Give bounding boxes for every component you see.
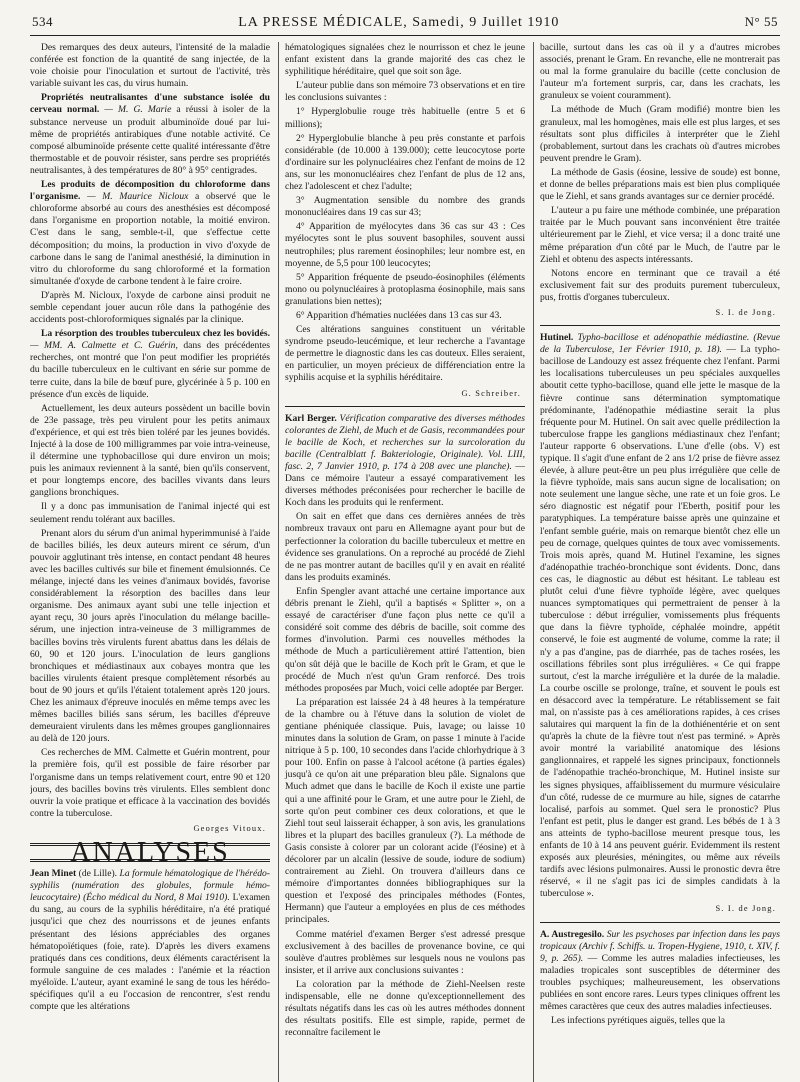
paragraph: L'auteur a pu faire une méthode combinée, une préparation traitée par le Much pouvant sans inconvénient être traitée ultérieurement par le Ziehl, et vice versa; il a donc traité une même préparation d'un côté par le Much, de l'autre par le Ziehl et obtenu des aspects intéressants. — [540, 205, 780, 265]
issue-number: N° 55 — [744, 14, 778, 29]
section-heading-analyses: ANALYSES — [30, 843, 270, 862]
column-right — [533, 42, 780, 1082]
article-marie: Propriétés neutralisantes d'une substance isolée du cerveau normal. — M. G. Marie a réussi à isoler de la substance nerveuse un produit albuminoïde doué par lui-même de propriétés antirabiques d'une notable activité. Ce composé albuminoïde présente cette qualité intéressante d'être thermostable et de pouvoir résister, sans perdre ses propriétés neutralisantes, à des températures de 80° à 95° centigrades. — [30, 92, 270, 176]
analysis-hutinel: Hutinel. Typho-bacillose et adénopathie médiastine. (Revue de la Tuberculose, 1er Février 1910, p. 18). — La typho-bacillose de Landouzy est assez fréquente chez l'enfant. Parmi les localisations tuberculeuses un peu spéciales auxquelles aboutit cette typho-bacillose, quand elle jette le masque de la fièvre continue sans détermination symptomatique prédominante, l'adénopathie médiastine serait la plus fréquente pour M. Hutinel. On sait avec quelle prédilection la tuberculose frappe les ganglions médiastinaux chez l'enfant; l'auteur rapporte 6 observations. L'une d'elle (obs. V) est typique. Il s'agit d'une enfant de 2 ans 1/2 prise de fièvre assez élevée, à allure peut-être un peu plus irrégulière que celle de la fièvre typhoïde, mais sans aucun signe de localisation; on note seulement une langue sèche, une rate et un foie gros. Le séro diagnostic est négatif pour l'Eberth, positif pour les paratyphiques. La température baisse après une quinzaine et l'enfant semble guérie, mais on remarque bientôt chez elle un peu de cornage, quelques quintes de toux avec vomissements. Trois mois après, quand M. Hutinel l'examine, les signes d'adénopathie trachéo-bronchique sont évidents. Donc, dans ces cas, le diagnostic au début est hésitant. Le tableau est plutôt celui d'une fièvre typhoïde légère, avec quelques nuances symptomatiques qui permettraient de penser à la tuberculose : début irrégulier, vomissements plus fréquents que dans la fièvre typhoïde, céphalée moindre, appétit conservé, le foie est augmenté de volume, comme la rate; il n'y a pas d'angine, pas de diarrhée, pas de taches rosées, les oscillations fébriles sont plus irrégulières. « Ce qui frappe surtout, c'est la marche irrégulière et la durée de la maladie. La courbe oscille se prolonge, traîne, et souvent le pouls est en désaccord avec la température. Le rétablissement se fait mal, on n'assiste pas à ces améliorations rapides, à ces crises salutaires qui marquent la fin de la dothiénentérie et on sent qu'après la chute de la fièvre tout n'est pas terminé. » Après avoir montré la variabilité anatomique des lésions ganglionnaires, et rappelé les signes principaux, fonctionnels de l'adénopathie trachéo-bronchique, M. Hutinel insiste sur les signes physiques, affaiblissement du murmure vésiculaire d'un côté, rudesse de ce murmure au hile, signes de catarrhe localisé, parfois au sommet. Quel sera le pronostic? Plus l'enfant est petit, plus le danger est grand. Les bébés de 1 à 3 ans atteints de typho-bacillose meurent presque tous, les enfants de 10 à 14 ans peuvent guérir. Evidemment ils restent exposés aux pleurésies, méningites, ou même aux réveils tardifs avec lésions pulmonaires. Aussi le pronostic devra être réservé, « il ne s'agit pas ici de simples candidats à la tuberculose ». — [540, 332, 780, 900]
divider — [540, 325, 780, 326]
divider — [285, 406, 525, 407]
paragraph: Enfin Spengler avant attaché une certaine importance aux débris prenant le Ziehl, qu'il a baptisés « Splitter », on a essayé de caractériser d'une façon plus nette ce qu'il a considéré soit comme des débris de bacille, soit comme des formes d'involution. Parmi ces nouvelles méthodes la méthode de Much a particulièrement attiré l'attention, bien qu'on sût déjà que le bacille de Koch prît le Gram, et que le procédé de Much n'est qu'un Gram renforcé. Des trois méthodes proposées par Much, voici celle adoptée par Berger. — [285, 585, 525, 694]
paragraph: L'auteur publie dans son mémoire 73 observations et en tire les conclusions suivantes : — [285, 80, 525, 104]
list-item: 6° Apparition d'hématies nucléées dans 13 cas sur 43. — [296, 309, 502, 321]
paragraph: Comme matériel d'examen Berger s'est adressé presque exclusivement à des bacilles de provenance bovine, ce qui soulève d'autres problèmes sur lesquels nous ne voulons pas insister, et il arrive aux conclusions suivantes : — [285, 928, 525, 976]
signature: Georges Vitoux. — [193, 823, 266, 833]
paragraph: bacille, surtout dans les cas où il y a d'autres microbes associés, prenant le Gram. En revanche, elle ne montrerait pas ou mal la forme granulaire du bacille (cette conclusion de l'auteur m'a fortement surpris, car, dans les crachats, les granuleux se voient couramment). — [540, 42, 780, 102]
paragraph: Ces altérations sanguines constituent un véritable syndrome pseudo-leucémique, et leur recherche a l'avantage de permettre le diagnostic dans les cas douteux. Elles seraient, en particulier, un moyen précieux de différenciation entre la syphilis acquise et la syphilis héréditaire. — [285, 324, 525, 384]
signature: S. I. de Jong. — [715, 904, 776, 914]
running-header — [30, 14, 780, 36]
divider — [540, 922, 780, 923]
page-number: 534 — [32, 14, 53, 29]
paragraph: On sait en effet que dans ces dernières années de très nombreux travaux ont paru en Allemagne ayant pour but de perfectionner la coloration du bacille tuberculeux et mettre en évidence ses granulations. On a reproché au procédé de Ziehl de ne pas montrer autant de bacilles qu'il y en avait en réalité dans les produits examinés. — [285, 511, 525, 583]
signature: S. I. de Jong. — [715, 307, 776, 317]
paragraph: Des remarques des deux auteurs, l'intensité de la maladie conférée est fonction de la quantité de sang injectée, de la voie choisie pour l'inoculation et surtout de l'activité, très variable suivant les cas, du virus humain. — [30, 42, 270, 90]
analysis-berger: Karl Berger. Vérification comparative des diverses méthodes colorantes de Ziehl, de Much et de Gasis, recommandées pour le bacille de Koch, et recherches sur la surcoloration du bacille (Centralblatt f. Bakteriologie, Originale). Vol. LIII, fasc. 2, 7 Janvier 1910, p. 174 à 208 avec une planche). — Dans ce mémoire l'auteur a essayé comparativement les diverses méthodes préconisées pour rechercher le bacille de Koch dans les produits qui le renferment. — [285, 412, 525, 509]
paragraph: hématologiques signalées chez le nourrisson et chez le jeune enfant existent dans la grande majorité des cas chez le syphilitique héréditaire, quel que soit son âge. — [285, 42, 525, 78]
paragraph: La méthode de Much (Gram modifié) montre bien les granuleux, mal les homogènes, mais elle est plus larges, et ses résultats sont plus difficiles à interpréter que le Ziehl (probablement, surtout dans les crachats où d'autres microbes peuvent prendre le Gram). — [540, 104, 780, 164]
analysis-austregesilo: A. Austregesilo. Sur les psychoses par infection dans les pays tropicaux (Archiv f. Schiffs. u. Tropen-Hygiene, 1910, t. XIV, f. 9, p. 265). — Comme les autres maladies infectieuses, les maladies tropicales sont susceptibles de déterminer des troubles psychiques; malheureusement, les observations publiées en sont encore rares. Leurs types cliniques offrent les mêmes caractères que ceux des autres maladies infectieuses. — [540, 928, 780, 1013]
column-middle — [278, 42, 525, 1082]
text-columns — [30, 42, 780, 1082]
paragraph: D'après M. Nicloux, l'oxyde de carbone ainsi produit ne semble cependant jouer aucun rôle dans la pathogénie des accidents post-chloroformiques signalés par la clinique. — [30, 289, 270, 326]
article-calmette-guerin: La résorption des troubles tuberculeux chez les bovidés. — MM. A. Calmette et C. Guérin, dans des précédentes recherches, ont montré que l'on peut modifier les propriétés du bacille tuberculeux en le cultivant en série sur pomme de terre cuite, dans la bile de bœuf pure, glycérinée à 5 p. 100 en présence d'un excès de liquide. — [30, 328, 270, 400]
list-item: 5° Apparition fréquente de pseudo-éosinophiles (éléments mono ou polynucléaires à protoplasma éosinophile, mais sans granulations bien nettes); — [285, 271, 525, 307]
paragraph: Prenant alors du sérum d'un animal hyperimmunisé à l'aide de bacilles biliés, les deux auteurs mirent ce sérum, d'un pouvoir agglutinant très intense, en contact pendant 48 heures avec les bacilles cultivés sur bile et finement émulsionnés. Ce mélange, injecté dans les veines d'animaux bovidés, favorise considérablement la résorption des bacilles dans leur organisme. Des animaux ayant subi une telle injection et ayant reçu, 30 jours après l'inoculation du mélange bacille-sérum, une injection intra-veineuse de 3 milligrammes de bacilles bovins très virulents furent abattus dans les délais de 60, 90 et 120 jours. L'inoculation de leurs ganglions bronchiques et médiastinaux aux cobayes montra que les bacilles virulents étaient presque complètement résorbés au bout de 90 jours et qu'ils l'étaient totalement après 120 jours. Chez les animaux d'épreuve inoculés en même temps avec les mêmes bacilles biliés sans sérum, les bacilles d'épreuve demeuraient virulents dans les mêmes groupes ganglionnaires au delà de 120 jours. — [30, 527, 270, 745]
analysis-minet: Jean Minet (de Lille). La formule hématologique de l'hérédo-syphilis (numération des globules, formule hémo-leucocytaire) (Écho médical du Nord, 8 Mai 1910). L'examen du sang, au cours de la syphilis héréditaire, n'a été pratiqué jusqu'ici que chez des nourrissons et de jeunes enfants présentant des lésions appréciables des organes hématopoïétiques (foie, rate). D'après les divers examens pratiqués dans ces conditions, deux éléments caractérisent la formule sanguine de ces malades : l'anémie et la réaction myéloïde. L'auteur, ayant examiné le sang de tous les hérédo-spécifiques qu'il a eu l'occasion de rencontrer, s'est rendu compte que les altérations — [30, 868, 270, 1013]
list-item: 2° Hyperglobulie blanche à peu près constante et parfois considérable (de 10.000 à 139.000); cette leucocytose porte d'ordinaire sur les polynucléaires chez l'enfant de moins de 12 ans, sur les mononucléaires chez l'enfant de plus de 12 ans, chez l'adolescent et chez l'adulte; — [285, 132, 525, 193]
journal-title: LA PRESSE MÉDICALE, Samedi, 9 Juillet 1910 — [238, 15, 560, 30]
list-item: 3° Augmentation sensible du nombre des grands mononucléaires dans 19 cas sur 43; — [285, 195, 525, 219]
signature: G. Schreiber. — [461, 388, 521, 398]
paragraph: Il y a donc pas immunisation de l'animal injecté qui est seulement rendu tolérant aux bacilles. — [30, 501, 270, 525]
list-item: 4° Apparition de myélocytes dans 36 cas sur 43 : Ces myélocytes sont le plus souvent basophiles, souvent aussi neutrophiles; plus rarement éosinophiles; leur nombre est, en moyenne, de 5,5 pour 100 leucocytes; — [285, 221, 525, 269]
paragraph: La méthode de Gasis (éosine, lessive de soude) est bonne, et donne de belles préparations mais est bien plus compliquée que le Ziehl, et sans grands avantages sur ce dernier procédé. — [540, 166, 780, 203]
paragraph: Notons encore en terminant que ce travail a été exclusivement fait sur des produits purement tuberculeux, pus, frottis d'organes tuberculeux. — [540, 267, 780, 303]
paragraph: Ces recherches de MM. Calmette et Guérin montrent, pour la première fois, qu'il est possible de faire résorber par l'organisme dans un temps relativement court, entre 90 et 120 jours, des bacilles bovins très virulents. Elles semblent donc ouvrir la voie pratique et efficace à la vaccination des bovidés contre la tuberculose. — [30, 747, 270, 819]
column-left — [30, 42, 270, 1082]
paragraph: La coloration par la méthode de Ziehl-Neelsen reste indispensable, elle ne donne qu'exceptionnellement des résultats négatifs dans les cas où les autres méthodes donnent des résultats positifs. Elle est simple, rapide, permet de reconnaître facilement le — [285, 978, 525, 1039]
paragraph: Actuellement, les deux auteurs possèdent un bacille bovin de 23e passage, très peu virulent pour les petits animaux d'expérience, et qui est très bien toléré par les jeunes bovidés. Injecté à la dose de 100 milligrammes par voie intra-veineuse, il détermine une typhobacillose qui dure environ un mois; puis les animaux reviennent à la santé, bien qu'ils conservent, et pour longtemps encore, des bacilles vivants dans leurs ganglions bronchiques. — [30, 402, 270, 499]
paragraph: Les infections pyrétiques aiguës, telles que la — [551, 1015, 725, 1027]
list-item: 1° Hyperglobulie rouge très habituelle (entre 5 et 6 millions); — [285, 106, 525, 130]
article-nicloux: Les produits de décomposition du chloroforme dans l'organisme. — M. Maurice Nicloux a observé que le chloroforme absorbé au cours des anesthésies est décomposé dans l'organisme en proportion notable, la moitié environ. C'est dans le sang, semble-t-il, que s'effectue cette décomposition; du moins, la production in vivo d'oxyde de carbone dans le sang de l'animal anesthésié, la diminution in vitro du chloroforme du sang chloroformé et la formation simultanée d'oxyde de carbone tendent à le faire croire. — [30, 179, 270, 287]
paragraph: La préparation est laissée 24 à 48 heures à la température de la chambre ou à l'étuve dans la solution de violet de gentiane phéniquée classique. Puis, lavage; ou laisse 10 minutes dans la solution de Gram, on passe 1 minute à l'acide nitrique à 5 p. 100, 10 secondes dans l'acide chlorhydrique à 3 pour 100. Enfin on passe à l'alcool acétone (à parties égales) jusqu'à ce qu'on ait une préparation bleu pâle. Signalons que Much admet que dans le bacille de Koch il existe une partie qui a une affinité pour le Gram, et une autre pour le Ziehl, de sorte qu'on peut combiner ces deux colorations, et que le Ziehl tout seul laisserait échapper, à son avis, les granulations libres et la plupart des bacilles granuleux (?). La méthode de Gasis consiste à colorer par un colorant acide (l'éosine) et à décolorer par un alcalin (lessive de soude, iodure de sodium) contrairement au Ziehl. On trouvera d'ailleurs dans ce mémoire d'importantes données bibliographiques sur la question et l'exposé des principales méthodes (Fontes, Hermann) que l'auteur a employées en plus de ces méthodes principales. — [285, 696, 525, 926]
